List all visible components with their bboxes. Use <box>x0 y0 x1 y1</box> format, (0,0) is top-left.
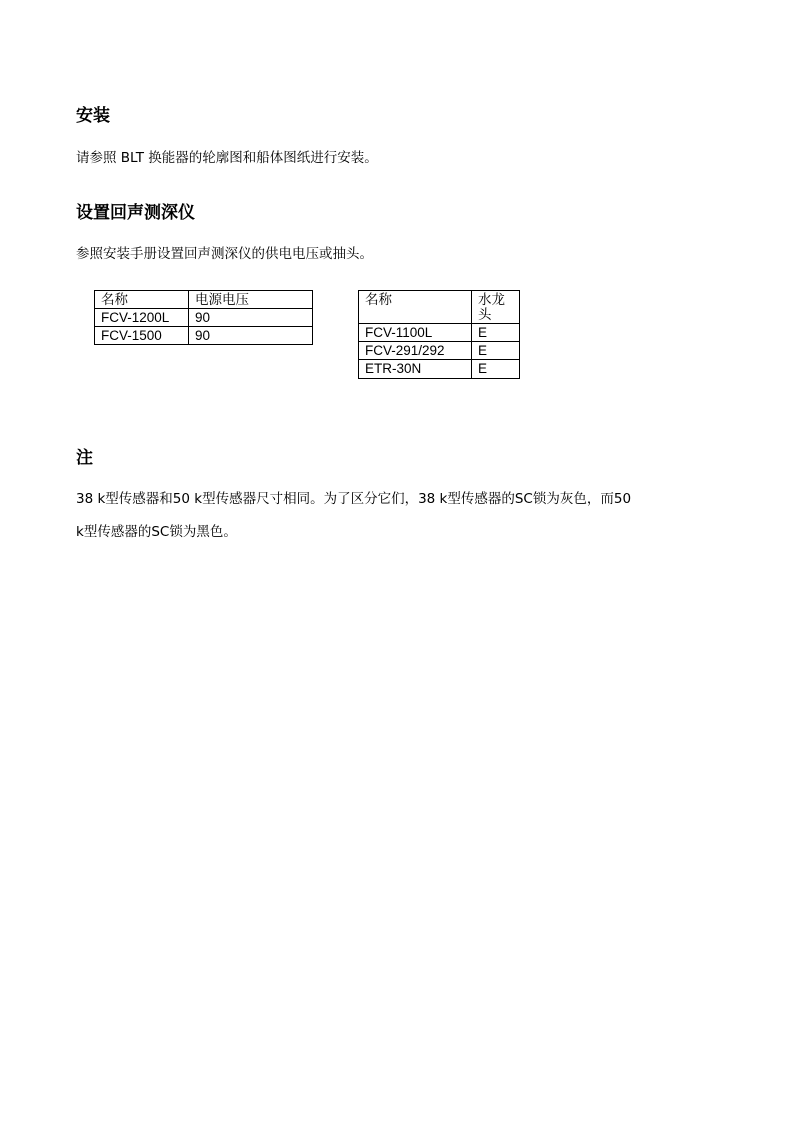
note-text-line1: 38 k型传感器和50 k型传感器尺寸相同。为了区分它们，38 k型传感器的SC锁为灰色，而50 <box>76 491 632 507</box>
table-row <box>359 324 520 342</box>
table-cell: FCV-291/292 <box>359 342 472 360</box>
table-header-cell: 名称 <box>359 291 472 324</box>
table-row <box>359 342 520 360</box>
table-header-row <box>359 291 520 324</box>
table-header-row <box>95 291 313 309</box>
install-text: 请参照 BLT 换能器的轮廓图和船体图纸进行安装。 <box>76 150 378 166</box>
table-cell: 90 <box>189 309 313 327</box>
install-heading: 安装 <box>76 106 110 126</box>
table-header-cell: 电源电压 <box>189 291 313 309</box>
voltage-table <box>94 290 313 345</box>
note-text-line2: k型传感器的SC锁为黑色。 <box>76 524 237 540</box>
table-row <box>95 327 313 345</box>
table-cell: E <box>472 360 520 378</box>
table-row <box>359 360 520 378</box>
table-cell: FCV-1100L <box>359 324 472 342</box>
setup-text: 参照安装手册设置回声测深仪的供电电压或抽头。 <box>76 246 373 262</box>
table-cell: 90 <box>189 327 313 345</box>
table-header-cell: 水龙头 <box>472 291 520 324</box>
table-row <box>95 309 313 327</box>
table-cell: FCV-1500 <box>95 327 189 345</box>
setup-heading: 设置回声测深仪 <box>76 203 195 223</box>
table-cell: E <box>472 342 520 360</box>
note-heading: 注 <box>76 448 93 468</box>
table-cell: FCV-1200L <box>95 309 189 327</box>
table-cell: ETR-30N <box>359 360 472 378</box>
table-header-cell: 名称 <box>95 291 189 309</box>
tap-table <box>358 290 520 379</box>
table-cell: E <box>472 324 520 342</box>
